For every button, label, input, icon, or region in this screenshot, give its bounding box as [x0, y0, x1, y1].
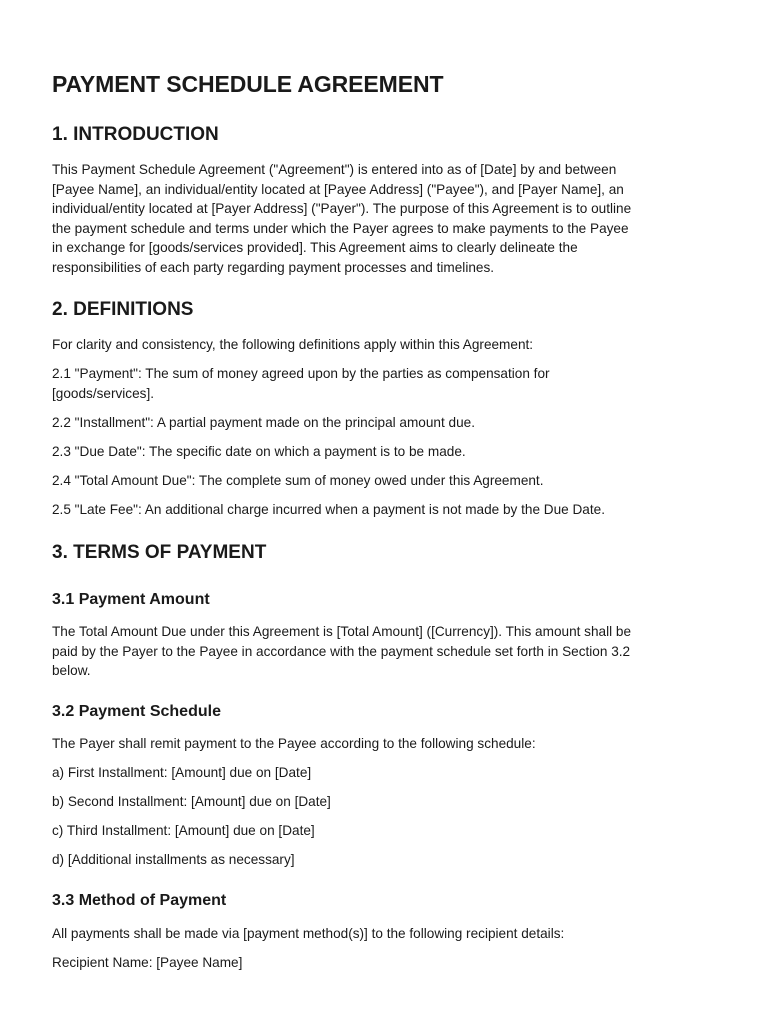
definition-item: 2.1 "Payment": The sum of money agreed upon by the parties as compensation for: [52, 366, 550, 381]
recipient-name: Recipient Name: [Payee Name]: [52, 955, 243, 970]
paragraph-line: [Payee Name], an individual/entity located at [Payee Address] ("Payee"), and [Payer Name], an: [52, 181, 624, 197]
definition-item-continued: [goods/services].: [52, 385, 154, 401]
payment-schedule-heading: 3.2 Payment Schedule: [52, 703, 221, 720]
definition-item: 2.3 "Due Date": The specific date on which a payment is to be made.: [52, 444, 466, 459]
definition-item: 2.4 "Total Amount Due": The complete sum of money owed under this Agreement.: [52, 473, 544, 488]
paragraph-line: individual/entity located at [Payer Address] ("Payer"). The purpose of this Agreement is to outline: [52, 201, 632, 217]
schedule-item: c) Third Installment: [Amount] due on [Date]: [52, 823, 315, 838]
introduction-heading: 1. INTRODUCTION: [52, 124, 219, 145]
definition-item: 2.2 "Installment": A partial payment made on the principal amount due.: [52, 415, 475, 430]
paragraph-line: below.: [52, 663, 91, 679]
definitions-intro: For clarity and consistency, the following definitions apply within this Agreement:: [52, 337, 534, 352]
document-title: PAYMENT SCHEDULE AGREEMENT: [52, 71, 444, 97]
method-of-payment-heading: 3.3 Method of Payment: [52, 892, 227, 909]
paragraph-line: The Total Amount Due under this Agreement is [Total Amount] ([Currency]). This amount shall be: [52, 624, 632, 639]
schedule-item: d) [Additional installments as necessary]: [52, 852, 295, 867]
method-of-payment-intro: All payments shall be made via [payment method(s)] to the following recipient details:: [52, 926, 565, 941]
paragraph-line: paid by the Payer to the Payee in accordance with the payment schedule set forth in Section 3.2: [52, 643, 631, 659]
paragraph-line: This Payment Schedule Agreement ("Agreement") is entered into as of [Date] by and between: [52, 162, 617, 177]
payment-schedule-intro: The Payer shall remit payment to the Payee according to the following schedule:: [52, 736, 536, 751]
schedule-item: a) First Installment: [Amount] due on [Date]: [52, 765, 312, 780]
definition-item: 2.5 "Late Fee": An additional charge incurred when a payment is not made by the Due Date.: [52, 502, 605, 517]
schedule-item: b) Second Installment: [Amount] due on [Date]: [52, 794, 331, 809]
paragraph-line: the payment schedule and terms under which the Payer agrees to make payments to the Payee: [52, 220, 629, 236]
terms-heading: 3. TERMS OF PAYMENT: [52, 542, 267, 563]
payment-amount-heading: 3.1 Payment Amount: [52, 591, 210, 608]
definitions-heading: 2. DEFINITIONS: [52, 299, 194, 320]
paragraph-line: in exchange for [goods/services provided]. This Agreement aims to clearly delineate the: [52, 240, 578, 256]
paragraph-line: responsibilities of each party regarding payment processes and timelines.: [52, 260, 495, 275]
